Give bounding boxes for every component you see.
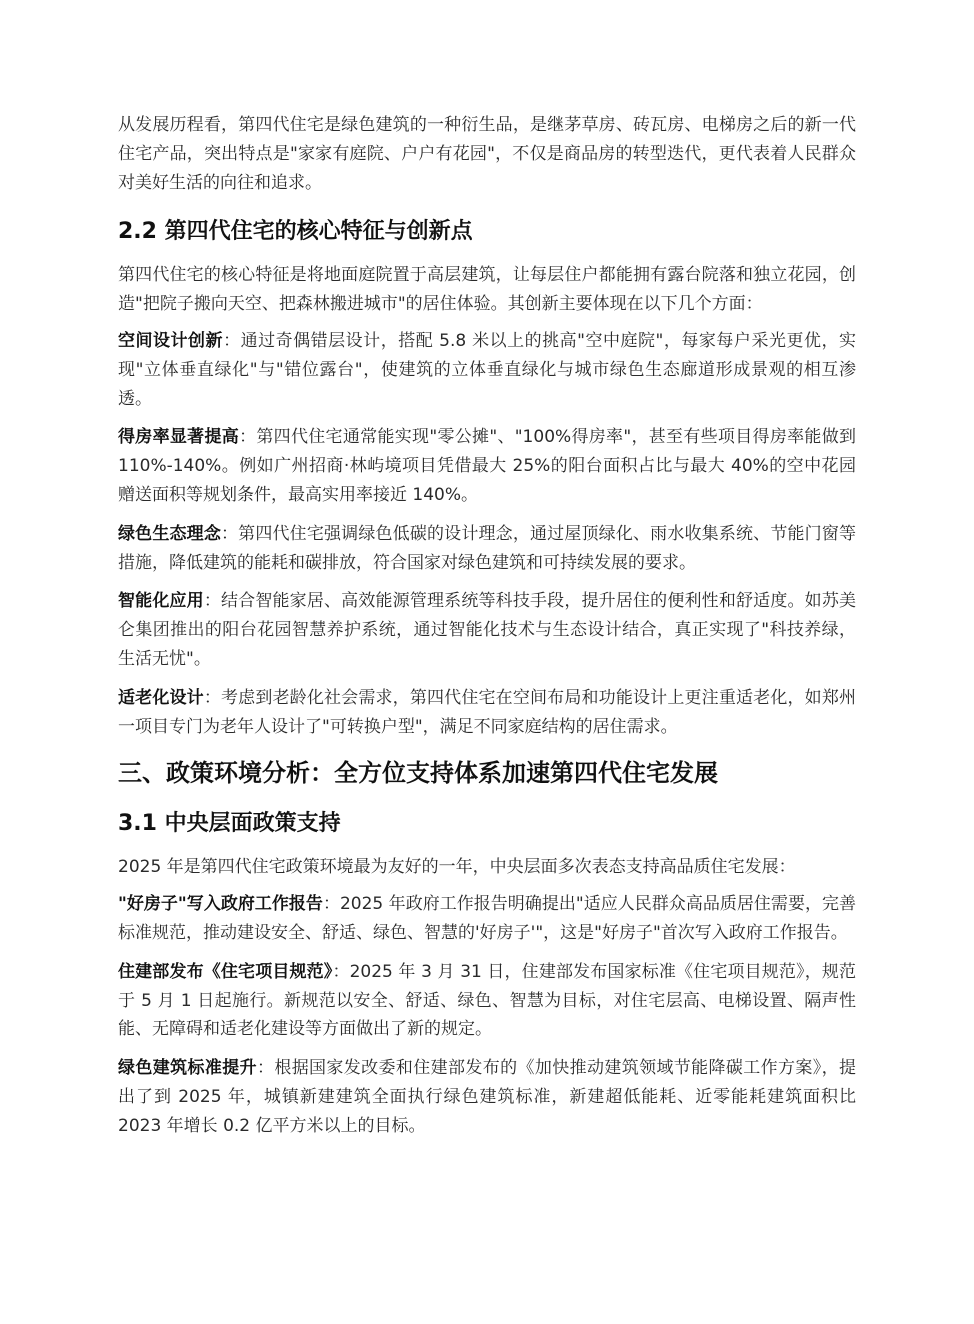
policy-label: 住建部发布《住宅项目规范》 — [118, 961, 333, 982]
section-3-1-heading: 3.1 中央层面政策支持 — [118, 811, 341, 837]
feature-text: ：通过奇偶错层设计，搭配 5.8 米以上的挑高"空中庭院"，每家每户采光更优，实现"立体垂直绿化"与"错位露台"，使建筑的立体垂直绿化与城市绿色生态廊道形成景观的相互渗透。 — [118, 330, 857, 409]
feature-space-design — [118, 327, 856, 413]
policy-green-standard — [118, 1054, 856, 1140]
feature-text: ：结合智能家居、高效能源管理系统等科技手段，提升居住的便利性和舒适度。如苏美仑集团推出的阳台花园智慧养护系统，通过智能化技术与生态设计结合，真正实现了"科技养绿，生活无忧"。 — [118, 591, 857, 669]
feature-label: 绿色生态理念 — [118, 523, 221, 544]
feature-text: ：第四代住宅强调绿色低碳的设计理念，通过屋顶绿化、雨水收集系统、节能门窗等措施，降低建筑的能耗和碳排放，符合国家对绿色建筑和可持续发展的要求。 — [118, 523, 856, 573]
policy-housing-code — [118, 958, 856, 1044]
policy-text: ：2025 年 3 月 31 日，住建部发布国家标准《住宅项目规范》，规范于 5 月 1 日起施行。新规范以安全、舒适、绿色、智慧为目标，对住宅层高、电梯设置、隔声性能、无障碍和适老化建设等方面做出了新的规定。 — [118, 961, 857, 1040]
feature-smart-application — [118, 587, 856, 673]
feature-label: 智能化应用 — [118, 591, 204, 612]
feature-text: ：第四代住宅通常能实现"零公摊"、"100%得房率"，甚至有些项目得房率能做到 110%-140%。例如广州招商·林屿境项目凭借最大 25%的阳台面积占比与最大 40%的空中花园赠送面积等规划条件，最高实用率接近 140%。 — [118, 427, 856, 505]
policy-text: ：根据国家发改委和住建部发布的《加快推动建筑领域节能降碳工作方案》，提出了到 2025 年，城镇新建建筑全面执行绿色建筑标准，新建超低能耗、近零能耗建筑面积比 2023 年增长 0.2 亿平方米以上的目标。 — [118, 1058, 856, 1136]
feature-elderly-friendly — [118, 684, 856, 742]
feature-label: 空间设计创新 — [118, 330, 224, 351]
section-3-heading: 三、政策环境分析：全方位支持体系加速第四代住宅发展 — [118, 759, 718, 788]
feature-label: 适老化设计 — [118, 687, 204, 708]
section-3-1-intro: 2025 年是第四代住宅政策环境最为友好的一年，中央层面多次表态支持高品质住宅发展： — [118, 857, 796, 878]
document-page — [118, 111, 856, 1151]
policy-label: "好房子"写入政府工作报告 — [118, 894, 323, 915]
policy-good-house — [118, 890, 856, 948]
feature-usable-area — [118, 423, 856, 509]
feature-label: 得房率显著提高 — [118, 427, 240, 448]
section-2-2-heading: 2.2 第四代住宅的核心特征与创新点 — [118, 219, 473, 245]
policy-label: 绿色建筑标准提升 — [118, 1058, 257, 1079]
section-2-2-intro: 第四代住宅的核心特征是将地面庭院置于高层建筑，让每层住户都能拥有露台院落和独立花园，创造"把院子搬向天空、把森林搬进城市"的居住体验。其创新主要体现在以下几个方面： — [118, 265, 856, 315]
intro-paragraph: 从发展历程看，第四代住宅是绿色建筑的一种衍生品，是继茅草房、砖瓦房、电梯房之后的新一代住宅产品，突出特点是"家家有庭院、户户有花园"，不仅是商品房的转型迭代，更代表着人民群众对美好生活的向往和追求。 — [118, 115, 856, 193]
policy-text: ：2025 年政府工作报告明确提出"适应人民群众高品质居住需要，完善标准规范，推动建设安全、舒适、绿色、智慧的'好房子'"，这是"好房子"首次写入政府工作报告。 — [118, 894, 856, 943]
feature-green-ecology — [118, 520, 856, 578]
feature-text: ：考虑到老龄化社会需求，第四代住宅在空间布局和功能设计上更注重适老化，如郑州一项目专门为老年人设计了"可转换户型"，满足不同家庭结构的居住需求。 — [118, 687, 857, 737]
